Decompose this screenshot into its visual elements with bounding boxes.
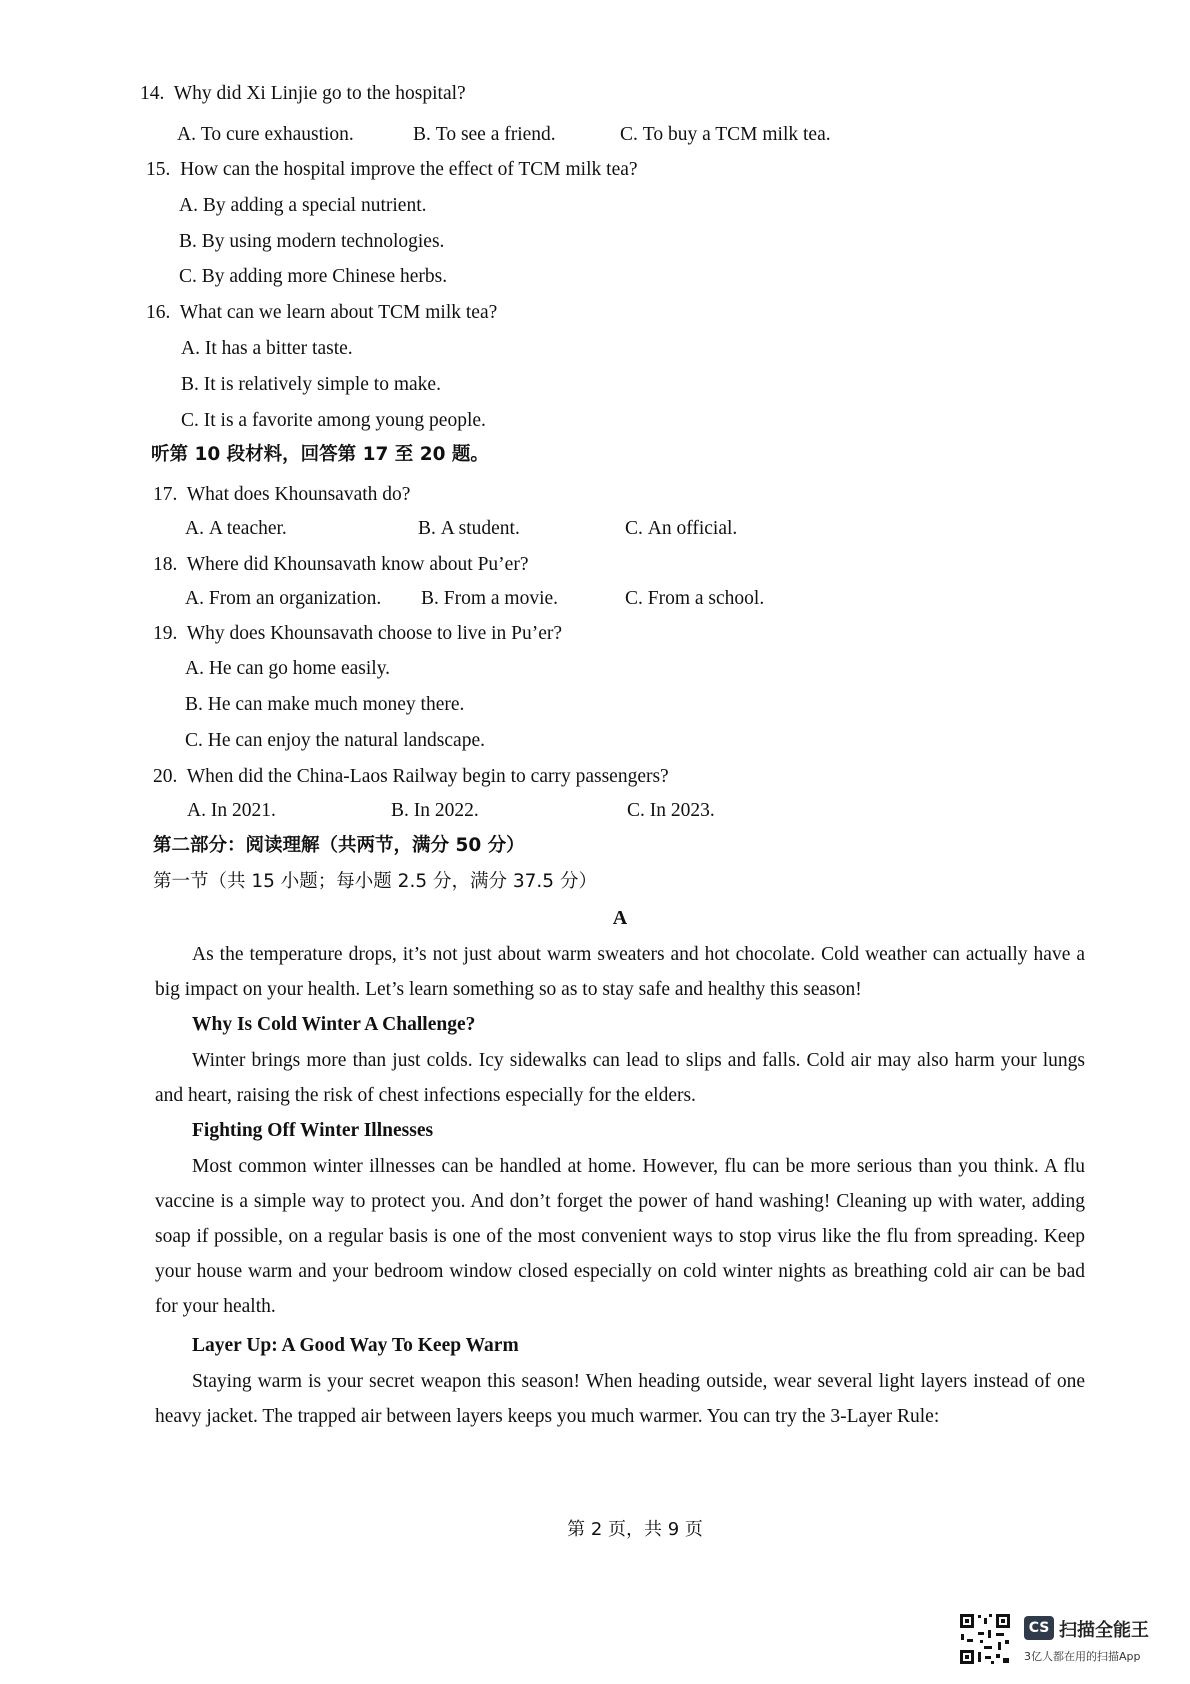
page-number: 第 2 页，共 9 页: [567, 1519, 703, 1540]
question-text: Why does Khounsavath choose to live in Pu’er?: [186, 623, 563, 644]
question-number: 14.: [140, 83, 165, 104]
question-number: 16.: [146, 302, 171, 323]
option-a: A. He can go home easily.: [185, 658, 391, 679]
listening-instruction: 听第 10 段材料，回答第 17 至 20 题。: [151, 444, 489, 465]
scanner-logo: CS: [1024, 1616, 1054, 1640]
option-c: C. In 2023.: [627, 800, 715, 821]
option-b: B. From a movie.: [421, 588, 559, 609]
option-a: A. By adding a special nutrient.: [179, 195, 427, 216]
question-text: Where did Khounsavath know about Pu’er?: [186, 554, 529, 575]
scanner-watermark: [958, 1612, 1180, 1674]
question-text: What can we learn about TCM milk tea?: [179, 302, 498, 323]
section-body: Most common winter illnesses can be handled at home. However, flu can be more serious than you think. A flu vaccine is a simple way to protect you. And don’t forget the power of hand washing! Cleaning up with water, adding soap if possible, on a regular basis is one of the most convenient ways to stop virus like the flu from spreading. Keep your house warm and your bedroom window closed especially on cold winter nights as breathing cold air can be bad for your health.: [155, 1156, 1085, 1317]
question-text: How can the hospital improve the effect of TCM milk tea?: [180, 159, 638, 180]
option-a: A. To cure exhaustion.: [177, 124, 354, 145]
section-body: Winter brings more than just colds. Icy sidewalks can lead to slips and falls. Cold air may also harm your lungs and heart, raising the risk of chest infections especially for the elders.: [155, 1050, 1085, 1106]
option-a: A. From an organization.: [185, 588, 382, 609]
question-16: [146, 301, 497, 325]
question-15: [146, 158, 638, 182]
option-b: B. In 2022.: [391, 800, 479, 821]
part-two-heading: 第二部分：阅读理解（共两节，满分 50 分）: [153, 835, 525, 856]
question-18: [153, 553, 528, 577]
option-c: C. To buy a TCM milk tea.: [620, 124, 831, 145]
option-b: B. To see a friend.: [413, 124, 556, 145]
question-17: [153, 483, 410, 507]
passage-letter: A: [612, 907, 628, 929]
option-a: A. In 2021.: [187, 800, 276, 821]
option-c: C. From a school.: [625, 588, 765, 609]
question-number: 19.: [153, 623, 178, 644]
question-text: When did the China-Laos Railway begin to carry passengers?: [186, 766, 669, 787]
passage-intro: As the temperature drops, it’s not just about warm sweaters and hot chocolate. Cold weather can actually have a big impact on your health. Let’s learn something so as to stay safe and healthy this season!: [155, 944, 1085, 1000]
scanner-tagline: 3亿人都在用的扫描App: [1024, 1650, 1141, 1663]
question-number: 18.: [153, 554, 178, 575]
question-19: [153, 622, 562, 646]
option-c: C. It is a favorite among young people.: [181, 410, 486, 431]
option-c: C. An official.: [625, 518, 738, 539]
qr-code-icon: [958, 1612, 1012, 1666]
section-one-heading: 第一节（共 15 小题；每小题 2.5 分，满分 37.5 分）: [153, 871, 597, 892]
section-heading: Why Is Cold Winter A Challenge?: [192, 1014, 476, 1035]
option-a: A. It has a bitter taste.: [181, 338, 353, 359]
question-text: Why did Xi Linjie go to the hospital?: [173, 83, 466, 104]
option-c: C. By adding more Chinese herbs.: [179, 266, 448, 287]
option-b: B. It is relatively simple to make.: [181, 374, 441, 395]
question-14: [140, 82, 466, 106]
question-number: 20.: [153, 766, 178, 787]
option-b: B. He can make much money there.: [185, 694, 465, 715]
section-heading: Layer Up: A Good Way To Keep Warm: [192, 1335, 519, 1356]
question-20: [153, 765, 669, 789]
option-a: A. A teacher.: [185, 518, 287, 539]
question-number: 15.: [146, 159, 171, 180]
option-b: B. By using modern technologies.: [179, 231, 445, 252]
scanner-brand: 扫描全能王: [1059, 1620, 1149, 1641]
option-c: C. He can enjoy the natural landscape.: [185, 730, 485, 751]
section-heading: Fighting Off Winter Illnesses: [192, 1120, 434, 1141]
section-body: Staying warm is your secret weapon this season! When heading outside, wear several light layers instead of one heavy jacket. The trapped air between layers keeps you much warmer. You can try the 3-Layer Rule:: [155, 1371, 1085, 1427]
question-text: What does Khounsavath do?: [186, 484, 411, 505]
option-b: B. A student.: [418, 518, 520, 539]
question-number: 17.: [153, 484, 178, 505]
